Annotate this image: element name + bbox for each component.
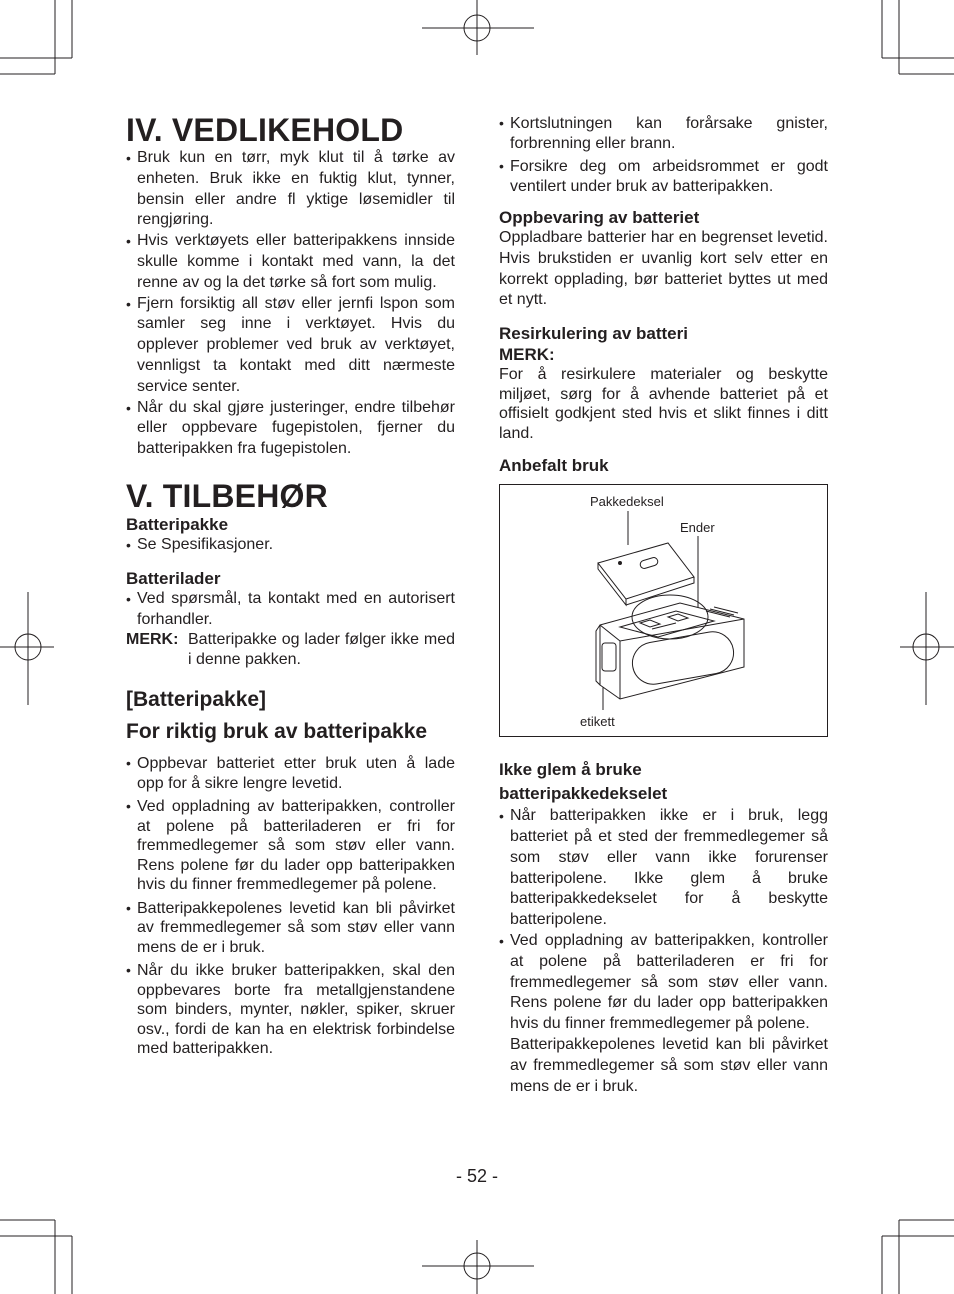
batterilader-heading: Batterilader: [126, 568, 221, 588]
top-list: [499, 114, 828, 196]
battery-illustration: [500, 485, 827, 736]
list-item: • Batteripakkepolenes levetid kan bli påvirket av fremmedlegemer så som støv eller vann mens de er i bruk.: [126, 899, 455, 958]
batteripakke-list: [126, 535, 455, 556]
list-item: • Når du skal gjøre justeringer, endre tilbehør eller oppbevare fugepistolen, fjerner du batteripakken fra fugepistolen.: [126, 398, 455, 460]
batterilader-list: [126, 589, 455, 631]
resirkulering-text: For å resirkulere materialer og beskytte miljøet, sørg for å avhende batteriet på et offisielt godkjent sted hvis et slikt finnes i ditt land.: [499, 366, 828, 442]
anbefalt-heading: Anbefalt bruk: [499, 456, 609, 476]
list-item: • Forsikre deg om arbeidsrommet er godt ventilert under bruk av batteripakken.: [499, 157, 828, 196]
etikett-label: etikett: [580, 714, 615, 730]
list-item: • Ved oppladning av batteripakken, kontroller at polene på batteriladeren er fri for fremmedlegemer så som støv eller vann. Rens polene før du lader opp batteripakken hvis du finner fremmedlegemer på polene.: [499, 931, 828, 1035]
list-item: • Hvis verktøyets eller batteripakkens innside skulle komme i kontakt med vann, la det renne av og la det tørke så fort som mulig.: [126, 231, 455, 293]
list-item: • Bruk kun en tørr, myk klut til å tørke av enheten. Bruk ikke en fuktig klut, tynner, bensin eller andre fl yktige løsemidler til rengjøring.: [126, 148, 455, 231]
riktig-bruk-list: [126, 754, 455, 1059]
vedlikehold-list: [126, 148, 455, 460]
vedlikehold-title: IV. VEDLIKEHOLD: [126, 112, 404, 148]
ikke-glem-heading-2: batteripakkedekselet: [499, 784, 668, 804]
oppbevaring-text: Oppladbare batterier har en begrenset levetid. Hvis brukstiden er uvanlig kort selv etter en korrekt opplading, bør batteriet byttes ut med et nytt.: [499, 229, 828, 309]
page-number: - 52 -: [455, 1166, 498, 1186]
list-item: • Ved spørsmål, ta kontakt med en autorisert forhandler.: [126, 589, 455, 631]
section-subheading: For riktig bruk av batteripakke: [126, 720, 428, 744]
list-item: • Når du ikke bruker batteripakken, skal den oppbevares borte fra metallgjenstandene som binders, mynter, nøkler, spiker, skruer osv., fordi de kan ha en elektrisk forbindelse med batteripakken.: [126, 961, 455, 1059]
list-item: • Oppbevar batteriet etter bruk uten å lade opp for å sikre lengre levetid.: [126, 754, 455, 793]
battery-figure: [499, 484, 828, 737]
ikke-glem-extra: Batteripakkepolenes levetid kan bli påvirket av fremmedlegemer så som støv eller vann mens de er i bruk.: [510, 1035, 828, 1095]
list-item: • Ved oppladning av batteripakken, controller at polene på batteriladeren er fri for fremmedlegemer så som støv eller vann. Rens polene før du lader opp batteripakken hvis du finner fremmedlegemer på polene.: [126, 797, 455, 895]
oppbevaring-heading: Oppbevaring av batteriet: [499, 208, 700, 227]
list-item: • Kortslutningen kan forårsake gnister, forbrenning eller brann.: [499, 114, 828, 153]
ikke-glem-list: [499, 806, 828, 1035]
tilbehor-title: V. TILBEHØR: [126, 477, 328, 514]
right-column: [499, 114, 828, 1097]
ender-label: Ender: [680, 520, 715, 536]
pakkedeksel-label: Pakkedeksel: [590, 494, 664, 510]
list-item: • Fjern forsiktig all støv eller jernfi lspon som samler seg inne i verktøyet. Hvis du opplever problemer ved bruk av verktøyet, vennligst ta kontakt med ditt nærmeste service senter.: [126, 294, 455, 398]
resirkulering-merk: MERK:: [499, 345, 555, 365]
merk-note: [126, 630, 455, 669]
list-item: • Se Spesifikasjoner.: [126, 535, 455, 556]
merk-label: MERK:: [126, 631, 179, 649]
section-heading: [Batteripakke]: [126, 688, 267, 712]
batteripakke-heading: Batteripakke: [126, 514, 229, 534]
resirkulering-heading: Resirkulering av batteri: [499, 324, 688, 344]
merk-text: Batteripakke og lader følger ikke med i denne pakken.: [188, 631, 455, 668]
ikke-glem-heading-1: Ikke glem å bruke: [499, 760, 642, 780]
left-column: [126, 112, 455, 1063]
list-item: • Når batteripakken ikke er i bruk, legg batteriet på et sted der fremmedlegemer så som støv eller vann ikke forurenser batteripolene. Ikke glem å bruke batteripakkedekselet for å beskytte batteripolene.: [499, 806, 828, 931]
